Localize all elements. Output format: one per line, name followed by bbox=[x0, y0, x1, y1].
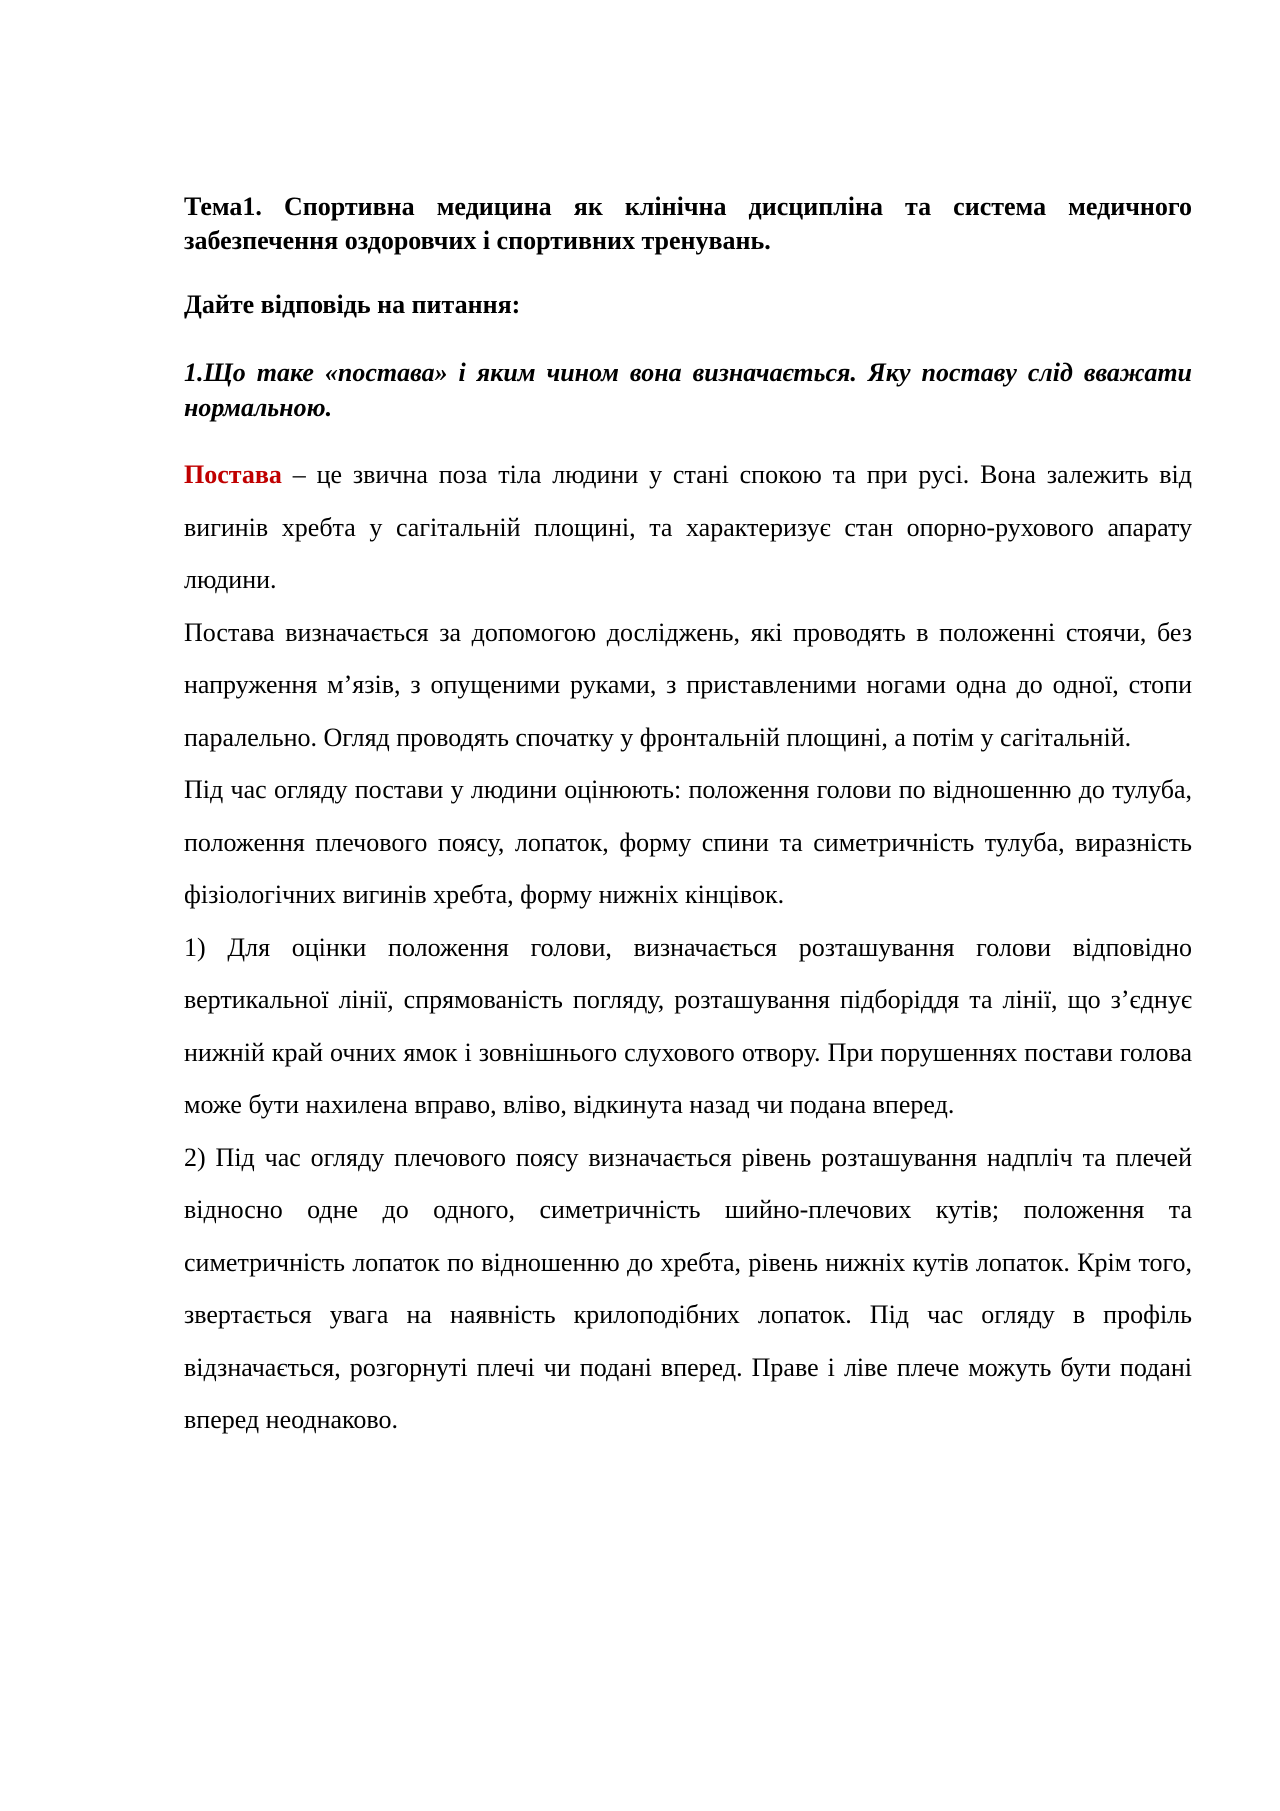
definition-text: це звична поза тіла людини у стані спокою та при русі. Вона залежить від вигинів хребта у сагітальній площині, та характеризує стан опорно-рухового апарату людини. bbox=[184, 460, 1192, 594]
answer-prompt: Дайте відповідь на питання: bbox=[184, 290, 521, 319]
paragraph-head-position: 1) Для оцінки положення голови, визначається розташування голови відповідно вертикальної лінії, спрямованість погляду, розташування підборіддя та лінії, що з’єднує нижній край очних ямок і зовнішнього слухового отвору. При порушеннях постави голова може бути нахилена вправо, вліво, відкинута назад чи подана вперед. bbox=[184, 932, 1192, 1119]
paragraph-shoulder-girdle: 2) Під час огляду плечового поясу визначається рівень розташування надпліч та плечей відносно одне до одного, симетричність шийно-плечових кутів; положення та симетричність лопаток по відношенню до хребта, рівень нижніх кутів лопаток. Крім того, звертається увага на наявність крилоподібних лопаток. Під час огляду в профіль відзначається, розгорнуті плечі чи подані вперед. Праве і ліве плече можуть бути подані вперед неоднаково. bbox=[184, 1142, 1192, 1434]
document-title: Тема1. Спортивна медицина як клінічна дисципліна та система медичного забезпечення оздоровчих і спортивних тренувань. bbox=[184, 192, 1192, 255]
definition-paragraph bbox=[184, 449, 1192, 607]
paragraph-assessment: Під час огляду постави у людини оцінюють: положення голови по відношенню до тулуба, положення плечового поясу, лопаток, форму спини та симетричність тулуба, виразність фізіологічних вигинів хребта, форму нижніх кінцівок. bbox=[184, 775, 1192, 909]
definition-dash: – bbox=[281, 460, 317, 489]
document-page bbox=[184, 190, 1192, 1447]
definition-term: Постава bbox=[184, 460, 282, 489]
paragraph-examination: Постава визначається за допомогою досліджень, які проводять в положенні стоячи, без напруження м’язів, з опущеними руками, з приставленими ногами одна до одної, стопи паралельно. Огляд проводять спочатку у фронтальній площині, а потім у сагітальній. bbox=[184, 617, 1192, 752]
question-text: 1.Що таке «постава» і яким чином вона визначається. Яку поставу слід вважати нормальною. bbox=[184, 358, 1192, 422]
